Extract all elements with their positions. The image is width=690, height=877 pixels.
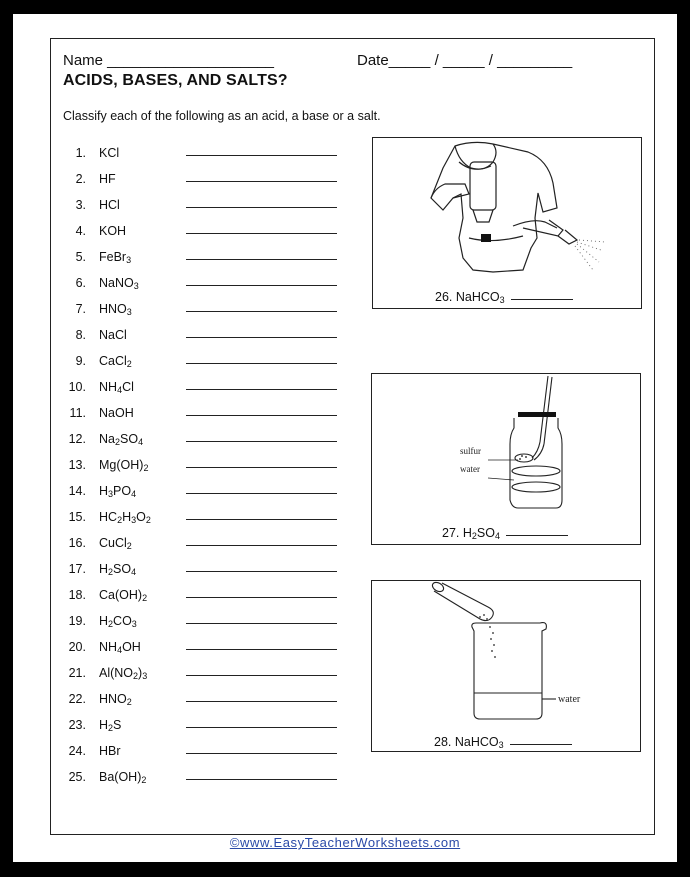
question-formula: $Ba(OH)_2$ — [99, 770, 147, 785]
nozzle-icon — [481, 234, 491, 242]
answer-line[interactable] — [186, 285, 337, 286]
question-formula: $H_3PO_4$ — [99, 484, 137, 499]
question-formula: KOH — [99, 224, 127, 238]
answer-line[interactable] — [186, 467, 337, 468]
question-number: 16. — [68, 536, 86, 550]
question-formula: NaNO$_3$ — [99, 276, 139, 291]
question-number: 3. — [75, 198, 86, 212]
answer-line[interactable] — [186, 311, 337, 312]
label-water-27: water — [460, 464, 480, 474]
answer-line[interactable] — [186, 753, 337, 754]
question-formula: FeBr$_3$ — [99, 250, 132, 265]
answer-line-28[interactable] — [510, 744, 572, 745]
question-number: 14. — [68, 484, 86, 498]
worksheet-title: ACIDS, BASES, AND SALTS? — [63, 72, 288, 89]
question-number: 12. — [68, 432, 86, 446]
answer-line-27[interactable] — [506, 535, 568, 536]
answer-line-26[interactable] — [511, 299, 573, 300]
question-formula: NaCl — [99, 328, 127, 342]
footer-link[interactable]: ©www.EasyTeacherWorksheets.com — [229, 835, 461, 850]
question-formula: $HC_2H_3O_2$ — [99, 510, 151, 525]
answer-line[interactable] — [186, 363, 337, 364]
question-number: 15. — [68, 510, 86, 524]
answer-line[interactable] — [186, 701, 337, 702]
question-formula: $HNO_2$ — [99, 692, 132, 707]
picture-box-27 — [371, 373, 641, 545]
shirt-spray-illustration — [373, 138, 641, 288]
picture-formula-28: NaHCO$_3$ — [454, 735, 504, 750]
picture-box-28 — [371, 580, 641, 752]
question-number: 24. — [68, 744, 86, 758]
picture-caption-27: 27. $H_2SO_4$ — [442, 526, 568, 541]
answer-line[interactable] — [186, 571, 337, 572]
question-formula: CaCl$_2$ — [99, 354, 132, 369]
picture-caption-26: 26. NaHCO$_3$ — [435, 290, 573, 305]
answer-line[interactable] — [186, 441, 337, 442]
date-field-label: Date_____ / _____ / _________ — [357, 52, 573, 69]
name-field-label: Name ____________________ — [63, 52, 275, 69]
question-number: 6. — [75, 276, 86, 290]
answer-line[interactable] — [186, 727, 337, 728]
question-formula: $NH_4Cl$ — [99, 380, 134, 395]
answer-line[interactable] — [186, 207, 337, 208]
question-number: 1. — [75, 146, 86, 160]
question-number: 9. — [75, 354, 86, 368]
question-number: 25. — [68, 770, 86, 784]
answer-line[interactable] — [186, 545, 337, 546]
question-number: 21. — [68, 666, 86, 680]
question-number: 22. — [68, 692, 86, 706]
answer-line[interactable] — [186, 415, 337, 416]
question-number: 10. — [68, 380, 86, 394]
question-number: 11. — [69, 406, 86, 420]
answer-line[interactable] — [186, 649, 337, 650]
answer-line[interactable] — [186, 779, 337, 780]
answer-line[interactable] — [186, 181, 337, 182]
instructions: Classify each of the following as an acid, a base or a salt. — [63, 109, 381, 123]
question-number: 18. — [68, 588, 86, 602]
picture-formula-26: NaHCO$_3$ — [455, 290, 505, 305]
answer-line[interactable] — [186, 493, 337, 494]
picture-caption-28: 28. NaHCO$_3$ — [434, 735, 572, 750]
question-formula: $H_2S$ — [99, 718, 122, 733]
question-formula: NaOH — [99, 406, 134, 420]
answer-line[interactable] — [186, 597, 337, 598]
question-formula: $Mg(OH)_2$ — [99, 458, 149, 473]
answer-line[interactable] — [186, 675, 337, 676]
answer-line[interactable] — [186, 259, 337, 260]
answer-line[interactable] — [186, 155, 337, 156]
question-formula: KCl — [99, 146, 120, 160]
question-formula: HF — [99, 172, 116, 186]
question-number: 23. — [68, 718, 86, 732]
answer-line[interactable] — [186, 623, 337, 624]
question-number: 8. — [75, 328, 86, 342]
label-sulfur: sulfur — [460, 446, 481, 456]
question-number: 17. — [68, 562, 86, 576]
question-formula: CuCl$_2$ — [99, 536, 132, 551]
question-formula: $Ca(OH)_2$ — [99, 588, 148, 603]
beaker-illustration — [372, 581, 640, 731]
question-formula: $H_2SO_4$ — [99, 562, 137, 577]
question-number: 20. — [68, 640, 86, 654]
picture-formula-27: $H_2SO_4$ — [462, 526, 500, 541]
question-number: 13. — [68, 458, 86, 472]
question-number: 4. — [75, 224, 86, 238]
question-number: 7. — [75, 302, 86, 316]
answer-line[interactable] — [186, 233, 337, 234]
question-formula: HBr — [99, 744, 121, 758]
question-formula: HCl — [99, 198, 120, 212]
picture-box-26 — [372, 137, 642, 309]
jar-lid — [518, 412, 556, 417]
question-formula: $HNO_3$ — [99, 302, 132, 317]
question-formula: $Al(NO_2)_3$ — [99, 666, 148, 681]
question-number: 2. — [75, 172, 86, 186]
question-number: 19. — [68, 614, 86, 628]
question-number: 5. — [75, 250, 86, 264]
label-water-28: water — [558, 694, 581, 705]
question-formula: $NH_4OH$ — [99, 640, 141, 655]
question-formula: $Na_2SO_4$ — [99, 432, 144, 447]
answer-line[interactable] — [186, 389, 337, 390]
answer-line[interactable] — [186, 519, 337, 520]
question-formula: $H_2CO_3$ — [99, 614, 137, 629]
jar-sulfur-illustration — [372, 374, 640, 524]
answer-line[interactable] — [186, 337, 337, 338]
